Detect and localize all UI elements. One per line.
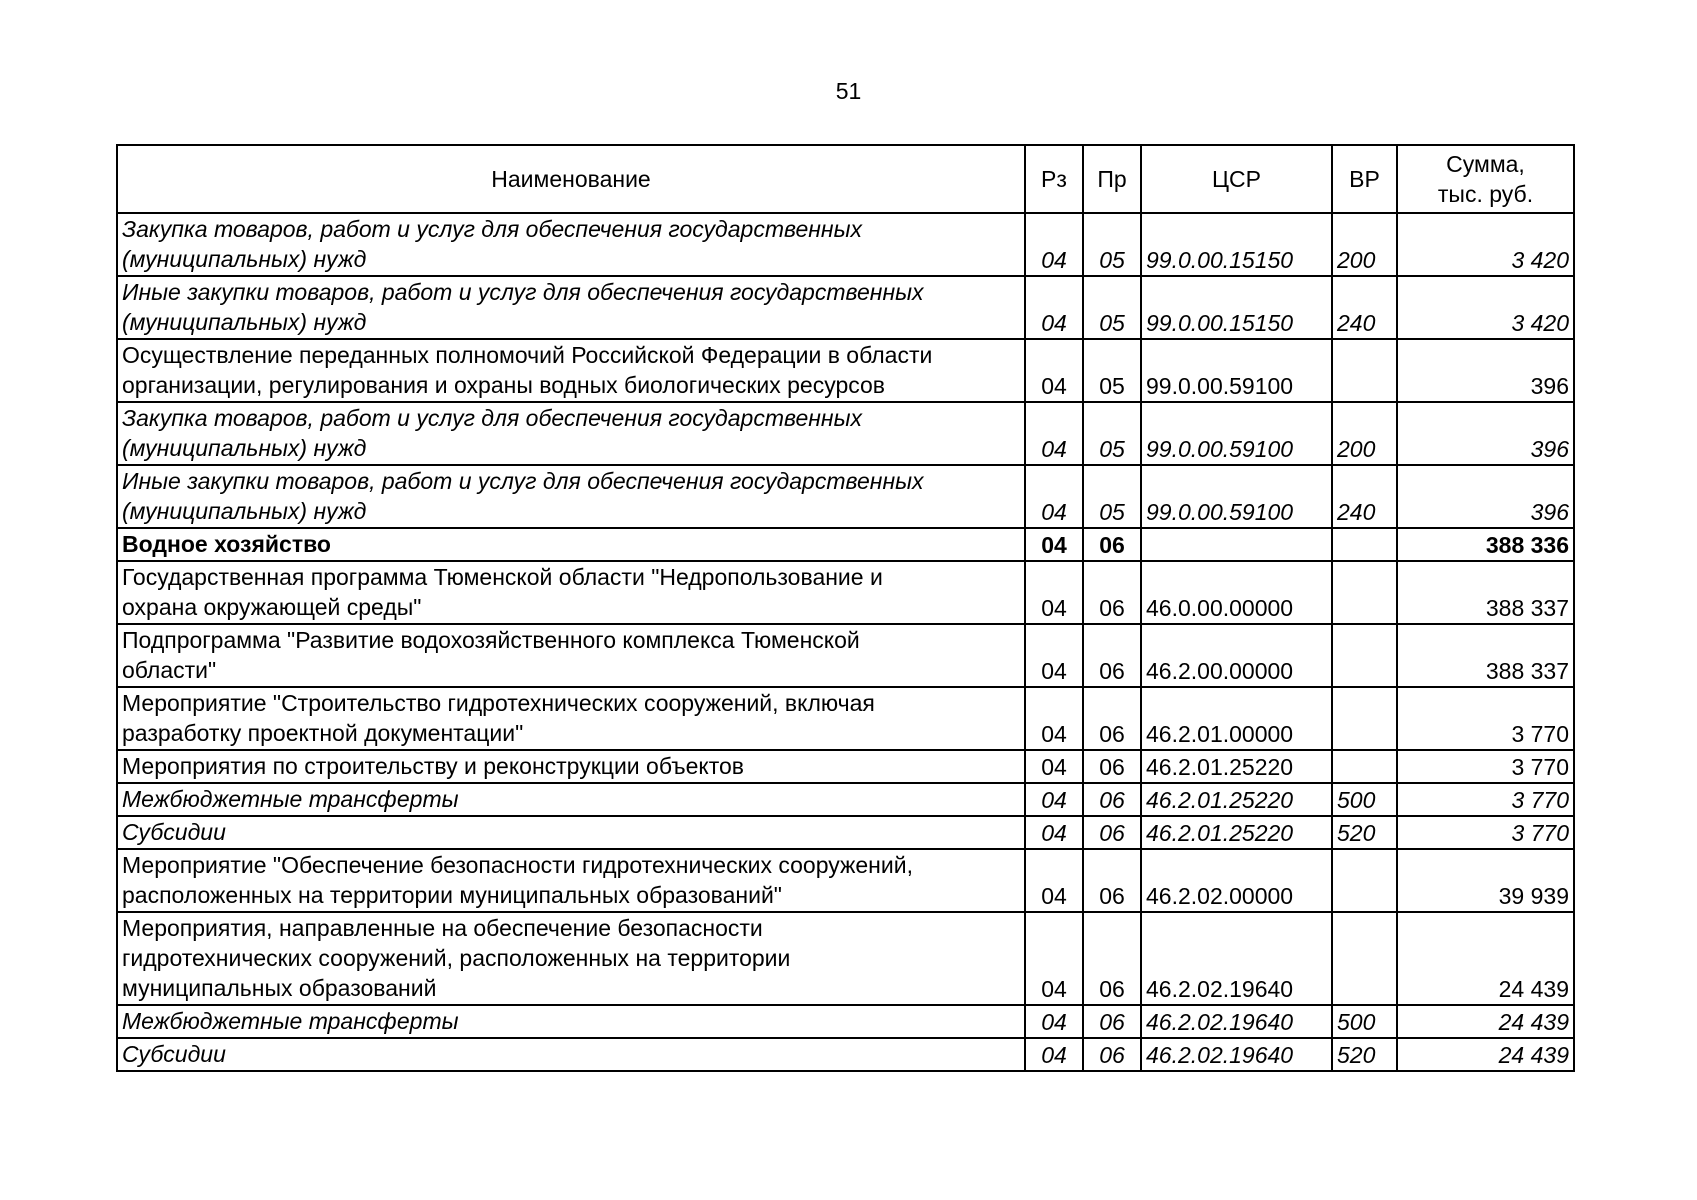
row-sum-cell: 388 337 — [1397, 561, 1574, 624]
row-csr-cell: 46.2.02.19640 — [1141, 912, 1332, 1005]
row-csr-cell: 46.2.01.25220 — [1141, 783, 1332, 816]
row-pr-cell: 06 — [1083, 624, 1141, 687]
row-vr-cell: 500 — [1332, 1005, 1397, 1038]
row-sum-cell: 3 770 — [1397, 750, 1574, 783]
row-name-cell: Мероприятия, направленные на обеспечение безопасности гидротехнических сооружений, расположенных на территории муниципальных образований — [117, 912, 1025, 1005]
header-vr: ВР — [1332, 145, 1397, 213]
row-vr-cell — [1332, 849, 1397, 912]
row-pr-cell: 06 — [1083, 816, 1141, 849]
row-vr-cell — [1332, 561, 1397, 624]
table-row — [117, 561, 1574, 624]
row-sum-cell: 396 — [1397, 402, 1574, 465]
header-rz: Рз — [1025, 145, 1083, 213]
row-rz-cell: 04 — [1025, 849, 1083, 912]
row-pr-cell: 06 — [1083, 1005, 1141, 1038]
table-row — [117, 816, 1574, 849]
table-row — [117, 339, 1574, 402]
row-sum-cell: 39 939 — [1397, 849, 1574, 912]
row-vr-cell: 200 — [1332, 402, 1397, 465]
row-pr-cell: 05 — [1083, 465, 1141, 528]
row-vr-cell — [1332, 687, 1397, 750]
row-vr-cell — [1332, 339, 1397, 402]
row-csr-cell: 99.0.00.15150 — [1141, 213, 1332, 276]
row-sum-cell: 388 337 — [1397, 624, 1574, 687]
row-sum-cell: 3 770 — [1397, 687, 1574, 750]
row-sum-cell: 3 770 — [1397, 816, 1574, 849]
table-row — [117, 465, 1574, 528]
row-csr-cell: 46.2.02.19640 — [1141, 1038, 1332, 1071]
row-rz-cell: 04 — [1025, 1005, 1083, 1038]
row-pr-cell: 06 — [1083, 912, 1141, 1005]
row-rz-cell: 04 — [1025, 783, 1083, 816]
table-row — [117, 783, 1574, 816]
row-sum-cell: 396 — [1397, 465, 1574, 528]
row-csr-cell: 46.2.01.25220 — [1141, 816, 1332, 849]
row-pr-cell: 06 — [1083, 783, 1141, 816]
budget-table — [116, 144, 1575, 1072]
row-name-cell: Мероприятие "Обеспечение безопасности гидротехнических сооружений, расположенных на территории муниципальных образований" — [117, 849, 1025, 912]
table-row — [117, 528, 1574, 561]
row-csr-cell: 99.0.00.59100 — [1141, 465, 1332, 528]
row-pr-cell: 05 — [1083, 276, 1141, 339]
table-row — [117, 402, 1574, 465]
row-name-cell: Иные закупки товаров, работ и услуг для обеспечения государственных (муниципальных) нужд — [117, 276, 1025, 339]
row-vr-cell: 520 — [1332, 816, 1397, 849]
row-vr-cell: 500 — [1332, 783, 1397, 816]
row-rz-cell: 04 — [1025, 816, 1083, 849]
row-vr-cell — [1332, 750, 1397, 783]
row-name-cell: Межбюджетные трансферты — [117, 783, 1025, 816]
row-pr-cell: 05 — [1083, 402, 1141, 465]
row-vr-cell — [1332, 528, 1397, 561]
row-rz-cell: 04 — [1025, 624, 1083, 687]
row-sum-cell: 24 439 — [1397, 912, 1574, 1005]
row-rz-cell: 04 — [1025, 276, 1083, 339]
table-row — [117, 624, 1574, 687]
row-name-cell: Субсидии — [117, 1038, 1025, 1071]
row-vr-cell: 240 — [1332, 276, 1397, 339]
table-row — [117, 213, 1574, 276]
row-rz-cell: 04 — [1025, 912, 1083, 1005]
row-sum-cell: 388 336 — [1397, 528, 1574, 561]
row-name-cell: Закупка товаров, работ и услуг для обеспечения государственных (муниципальных) нужд — [117, 213, 1025, 276]
row-vr-cell: 200 — [1332, 213, 1397, 276]
row-vr-cell: 520 — [1332, 1038, 1397, 1071]
row-name-cell: Водное хозяйство — [117, 528, 1025, 561]
row-rz-cell: 04 — [1025, 750, 1083, 783]
row-name-cell: Государственная программа Тюменской области "Недропользование и охрана окружающей среды" — [117, 561, 1025, 624]
row-name-cell: Субсидии — [117, 816, 1025, 849]
row-pr-cell: 05 — [1083, 213, 1141, 276]
row-name-cell: Осуществление переданных полномочий Российской Федерации в области организации, регулирования и охраны водных биологических ресурсов — [117, 339, 1025, 402]
table-row — [117, 912, 1574, 1005]
row-rz-cell: 04 — [1025, 402, 1083, 465]
row-sum-cell: 24 439 — [1397, 1005, 1574, 1038]
row-name-cell: Подпрограмма "Развитие водохозяйственного комплекса Тюменской области" — [117, 624, 1025, 687]
row-pr-cell: 06 — [1083, 750, 1141, 783]
row-csr-cell: 46.2.02.19640 — [1141, 1005, 1332, 1038]
row-name-cell: Мероприятие "Строительство гидротехнических сооружений, включая разработку проектной документации" — [117, 687, 1025, 750]
row-sum-cell: 3 420 — [1397, 213, 1574, 276]
row-name-cell: Межбюджетные трансферты — [117, 1005, 1025, 1038]
row-sum-cell: 396 — [1397, 339, 1574, 402]
table-body — [117, 213, 1574, 1071]
table-row — [117, 1005, 1574, 1038]
row-name-cell: Закупка товаров, работ и услуг для обеспечения государственных (муниципальных) нужд — [117, 402, 1025, 465]
row-csr-cell: 46.2.02.00000 — [1141, 849, 1332, 912]
row-pr-cell: 06 — [1083, 528, 1141, 561]
table-row — [117, 687, 1574, 750]
row-pr-cell: 06 — [1083, 849, 1141, 912]
row-csr-cell: 46.0.00.00000 — [1141, 561, 1332, 624]
row-pr-cell: 06 — [1083, 687, 1141, 750]
page-number: 51 — [835, 78, 862, 104]
table-header — [117, 145, 1574, 213]
row-csr-cell: 99.0.00.59100 — [1141, 402, 1332, 465]
header-row — [117, 145, 1574, 213]
row-sum-cell: 3 420 — [1397, 276, 1574, 339]
row-csr-cell: 99.0.00.59100 — [1141, 339, 1332, 402]
row-vr-cell: 240 — [1332, 465, 1397, 528]
row-rz-cell: 04 — [1025, 465, 1083, 528]
row-csr-cell: 99.0.00.15150 — [1141, 276, 1332, 339]
header-pr: Пр — [1083, 145, 1141, 213]
row-rz-cell: 04 — [1025, 339, 1083, 402]
row-rz-cell: 04 — [1025, 528, 1083, 561]
row-rz-cell: 04 — [1025, 1038, 1083, 1071]
row-pr-cell: 05 — [1083, 339, 1141, 402]
row-vr-cell — [1332, 624, 1397, 687]
row-name-cell: Иные закупки товаров, работ и услуг для обеспечения государственных (муниципальных) нужд — [117, 465, 1025, 528]
header-sum: Сумма, тыс. руб. — [1397, 145, 1574, 213]
row-rz-cell: 04 — [1025, 561, 1083, 624]
row-vr-cell — [1332, 912, 1397, 1005]
header-csr: ЦСР — [1141, 145, 1332, 213]
header-name: Наименование — [117, 145, 1025, 213]
table-row — [117, 1038, 1574, 1071]
row-csr-cell: 46.2.01.00000 — [1141, 687, 1332, 750]
row-csr-cell: 46.2.00.00000 — [1141, 624, 1332, 687]
row-csr-cell: 46.2.01.25220 — [1141, 750, 1332, 783]
table-row — [117, 276, 1574, 339]
row-sum-cell: 24 439 — [1397, 1038, 1574, 1071]
table-row — [117, 849, 1574, 912]
row-csr-cell — [1141, 528, 1332, 561]
row-pr-cell: 06 — [1083, 1038, 1141, 1071]
row-rz-cell: 04 — [1025, 213, 1083, 276]
row-pr-cell: 06 — [1083, 561, 1141, 624]
table-row — [117, 750, 1574, 783]
row-rz-cell: 04 — [1025, 687, 1083, 750]
row-sum-cell: 3 770 — [1397, 783, 1574, 816]
row-name-cell: Мероприятия по строительству и реконструкции объектов — [117, 750, 1025, 783]
